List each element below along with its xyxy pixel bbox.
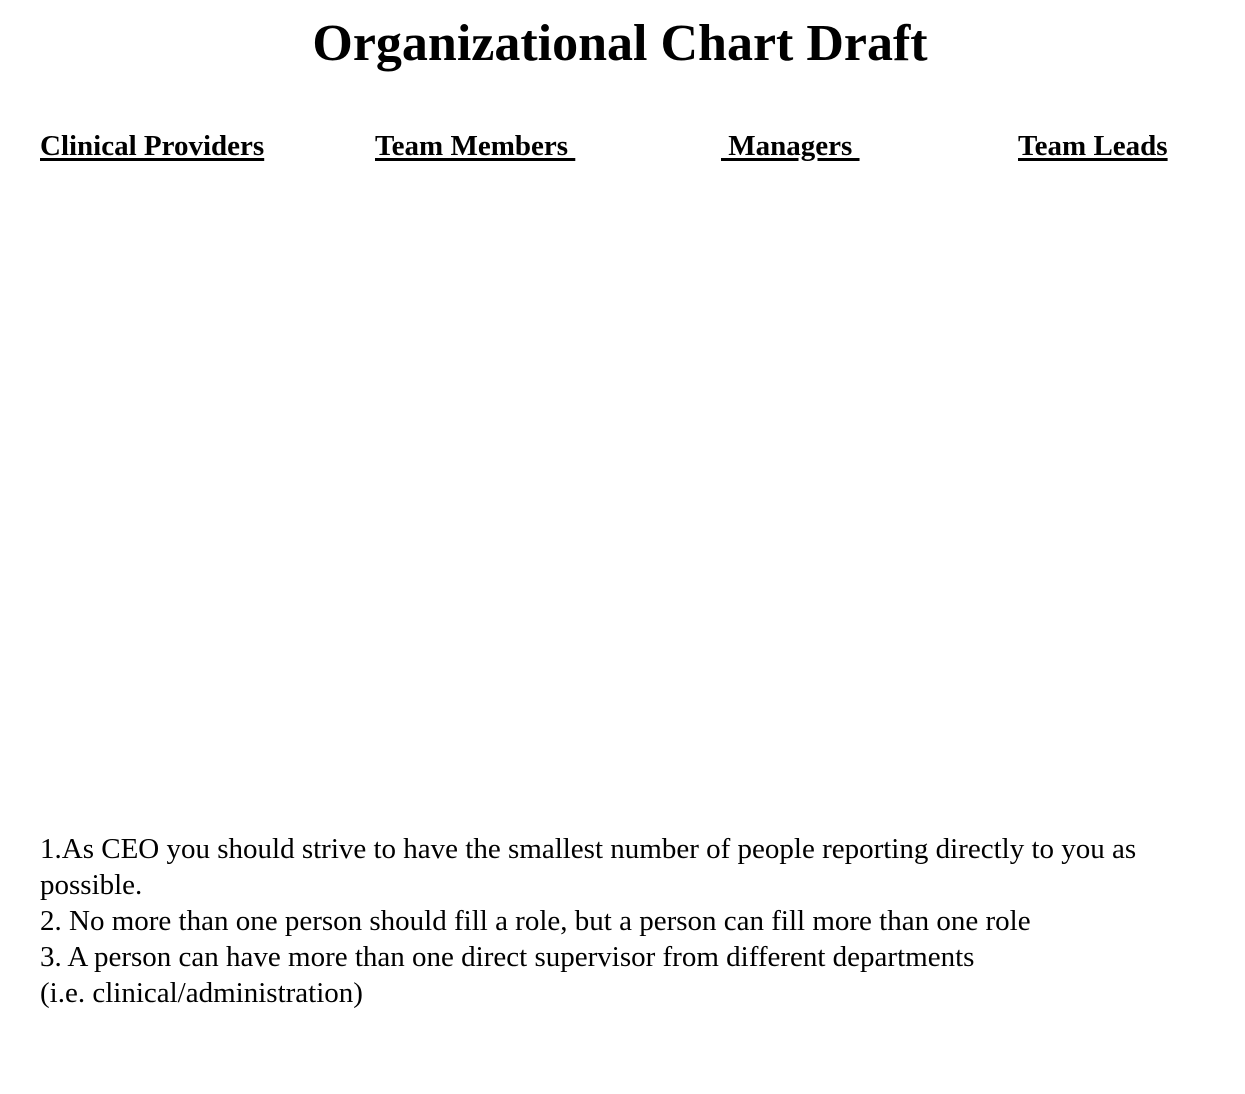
column-heading-team-members: Team Members [375, 130, 576, 162]
notes-block [40, 831, 1210, 1011]
note-3-example: (i.e. clinical/administration) [40, 977, 363, 1009]
note-1: 1.As CEO you should strive to have the smallest number of people reporting directly to you as possible. [40, 833, 1137, 901]
page-title: Organizational Chart Draft [312, 15, 928, 72]
column-heading-clinical-providers: Clinical Providers [40, 130, 265, 162]
column-heading-managers: Managers [721, 130, 860, 162]
note-2: 2. No more than one person should fill a role, but a person can fill more than one role [40, 905, 1031, 937]
note-3: 3. A person can have more than one direct supervisor from different departments [40, 941, 975, 973]
column-heading-team-leads: Team Leads [1018, 130, 1168, 162]
